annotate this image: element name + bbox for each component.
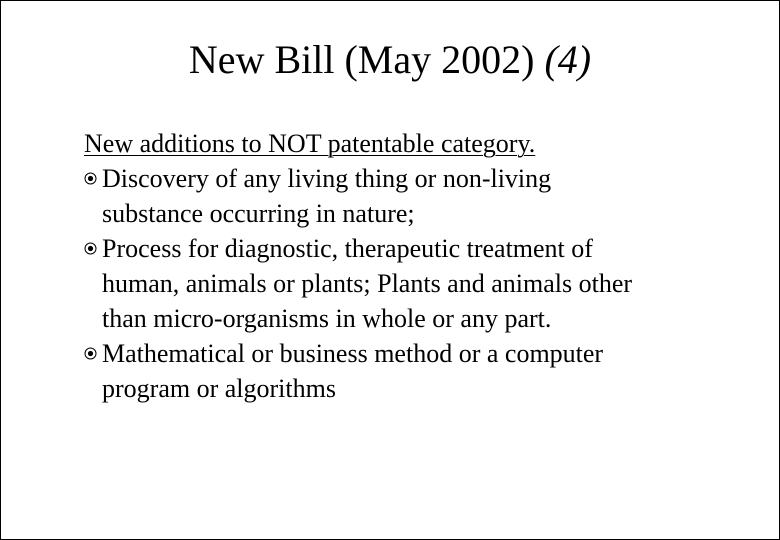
bullet-line: Discovery of any living thing or non-living (102, 164, 552, 193)
bullet-line: substance occurring in nature; (102, 199, 415, 228)
bullet-icon (84, 336, 102, 371)
bullet-line: Process for diagnostic, therapeutic treatment of (102, 234, 593, 263)
slide-body (84, 126, 744, 406)
bullet-line: than micro-organisms in whole or any part. (102, 304, 552, 333)
bullet-item (84, 336, 744, 406)
title-main-text: New Bill (May 2002) (188, 37, 545, 82)
bullet-list (84, 161, 744, 406)
bullet-item (84, 161, 744, 231)
bullet-icon (84, 231, 102, 266)
bullet-text (102, 336, 744, 406)
intro-text: New additions to NOT patentable category. (84, 129, 536, 158)
bullet-text (102, 161, 744, 231)
bullet-item (84, 231, 744, 336)
bullet-icon (84, 161, 102, 196)
bullet-line: human, animals or plants; Plants and animals other (102, 269, 633, 298)
bullet-text (102, 231, 744, 336)
bullet-line: Mathematical or business method or a computer (102, 339, 604, 368)
title-number: (4) (544, 37, 592, 82)
bullet-line: program or algorithms (102, 374, 336, 403)
slide-title (0, 34, 780, 86)
